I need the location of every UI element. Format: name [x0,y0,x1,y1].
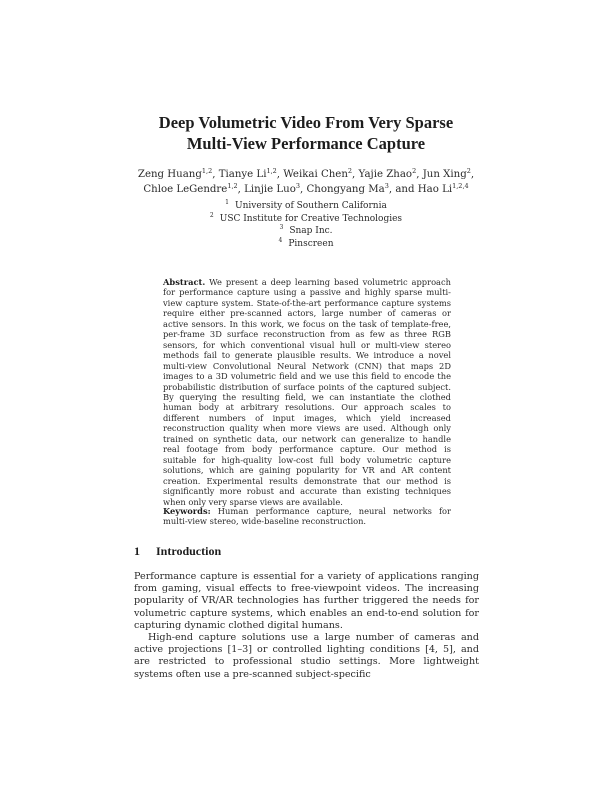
keywords-label: Keywords: [163,506,211,516]
title-line: Multi-View Performance Capture [186,134,426,153]
author: Chloe LeGendre$^{1,2}$, [143,182,245,195]
author-line [0,182,612,197]
keywords [163,506,451,527]
abstract-text: We present a deep learning based volumetric approach for performance capture using a passive and highly sparse multi-view capture system. State-of-the-art performance capture systems require either pre-scanned actors, large number of cameras or active sensors. In this work, we focus on the task of template-free, per-frame 3D surface reconstruction from as few as three RGB sensors, for which conventional visual hull or multi-view stereo methods fail to generate plausible results. We introduce a novel multi-view Convolutional Neural Network (CNN) that maps 2D images to a 3D volumetric field and we use this field to encode the probabilistic distribution of surface points of the captured subject. By querying the resulting field, we can instantiate the clothed human body at arbitrary resolutions. Our approach scales to different numbers of input images, which yield increased reconstruction quality when more views are used. Although only trained on synthetic data, our network can generalize to handle real footage from body performance capture. Our method is suitable for high-quality low-cost full body volumetric capture solutions, which are gaining popularity for VR and AR content creation. Experimental results demonstrate that our method is significantly more robust and accurate than existing techniques when only very sparse views are available. [163,277,451,507]
introduction-body [134,571,479,681]
affiliation: $^1$ University of Southern California [225,199,387,211]
author: Weikai Chen$^2$, [283,167,359,180]
keywords-text: Human performance capture, neural networks for multi-view stereo, wide-baseline reconstruction. [163,506,451,527]
section-title: Introduction [156,544,222,558]
author: Tianye Li$^{1,2}$, [218,167,284,180]
author: Jun Xing$^2$, [422,167,475,180]
affiliation: $^2$ USC Institute for Creative Technologies [209,211,403,224]
abstract [163,277,451,507]
author: Zeng Huang$^{1,2}$, [137,167,219,180]
section-heading [134,543,494,559]
paper-title [0,112,612,154]
affiliation-list [0,200,612,250]
title-line: Deep Volumetric Video From Very Sparse [158,113,454,132]
paragraph: High-end capture solutions use a large number of cameras and active projections [1–3] or controlled lighting conditions [4, 5], and are restricted to professional studio settings. More lightweight systems often use a pre-scanned subject-specific [134,632,479,680]
author: Yajie Zhao$^2$, [358,167,423,180]
author: Hao Li$^{1,2,4}$ [417,182,469,195]
section-number: 1 [134,544,140,558]
author-line [0,167,612,182]
author: Linjie Luo$^3$, [244,182,307,195]
author-list [0,167,612,197]
author: Chongyang Ma$^3$, and [306,182,418,195]
paragraph: Performance capture is essential for a variety of applications ranging from gaming, visual effects to free-viewpoint videos. The increasing popularity of VR/AR technologies has further triggered the needs for volumetric capture systems, which enables an end-to-end solution for capturing dynamic clothed digital humans. [134,571,479,631]
affiliation: $^4$ Pinscreen [278,236,334,249]
affiliation: $^3$ Snap Inc. [279,224,333,236]
abstract-label: Abstract. [163,277,206,287]
